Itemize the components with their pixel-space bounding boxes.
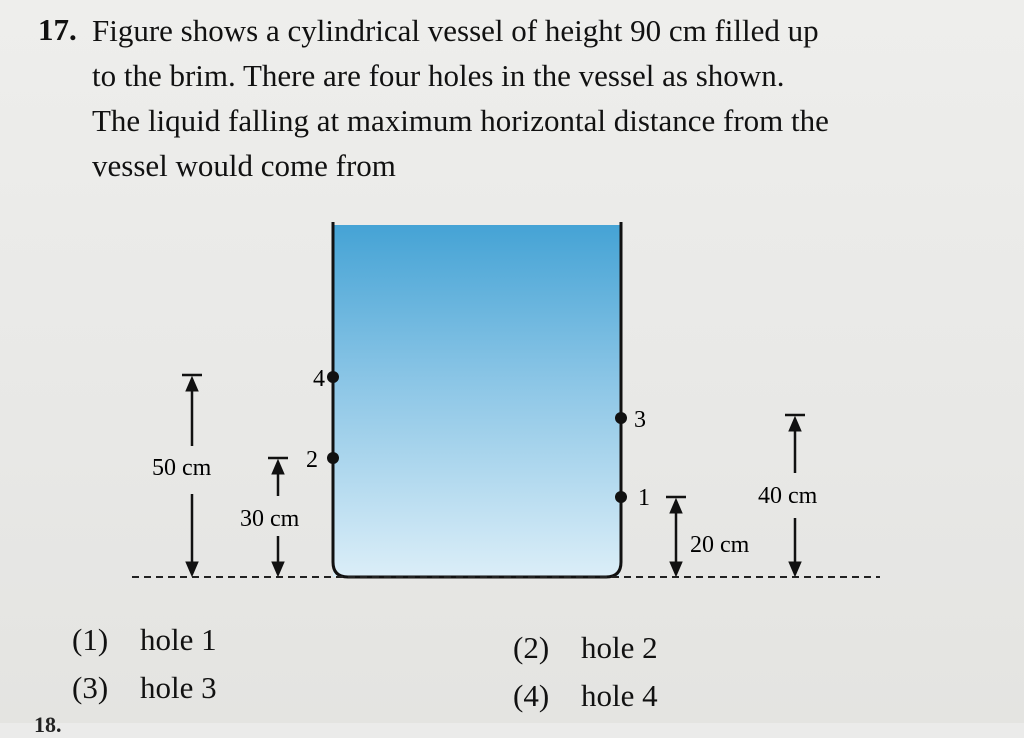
dimension-label-30cm: 30 cm bbox=[240, 506, 300, 532]
option-1 bbox=[72, 620, 217, 660]
option-number: (2) bbox=[513, 630, 550, 665]
option-3 bbox=[72, 668, 217, 708]
question-text: Figure shows a cylindrical vessel of height 90 cm filled up to the brim. There are four holes in the vessel as shown. The liquid falling at maximum horizontal distance from the vessel would come from bbox=[92, 13, 829, 183]
option-2 bbox=[513, 628, 658, 668]
dimension-label-20cm: 20 cm bbox=[690, 532, 750, 558]
hole-label-4: 4 bbox=[313, 366, 325, 392]
hole-3 bbox=[615, 412, 627, 424]
option-label: hole 3 bbox=[140, 670, 217, 705]
option-number: (4) bbox=[513, 678, 550, 713]
hole-4 bbox=[327, 371, 339, 383]
option-label: hole 4 bbox=[581, 678, 658, 713]
option-label: hole 1 bbox=[140, 622, 217, 657]
hole-label-2: 2 bbox=[306, 447, 318, 473]
option-label: hole 2 bbox=[581, 630, 658, 665]
next-question-number: 18. bbox=[34, 712, 62, 737]
hole-1 bbox=[615, 491, 627, 503]
dimension-20cm bbox=[666, 497, 686, 576]
dimension-label-50cm: 50 cm bbox=[152, 455, 212, 481]
option-4 bbox=[513, 676, 658, 716]
question-number: 17. bbox=[38, 12, 77, 47]
option-number: (3) bbox=[72, 670, 109, 705]
hole-2 bbox=[327, 452, 339, 464]
liquid bbox=[333, 225, 620, 577]
dimension-label-40cm: 40 cm bbox=[758, 483, 818, 509]
hole-label-1: 1 bbox=[638, 485, 650, 511]
hole-label-3: 3 bbox=[634, 407, 646, 433]
option-number: (1) bbox=[72, 622, 109, 657]
